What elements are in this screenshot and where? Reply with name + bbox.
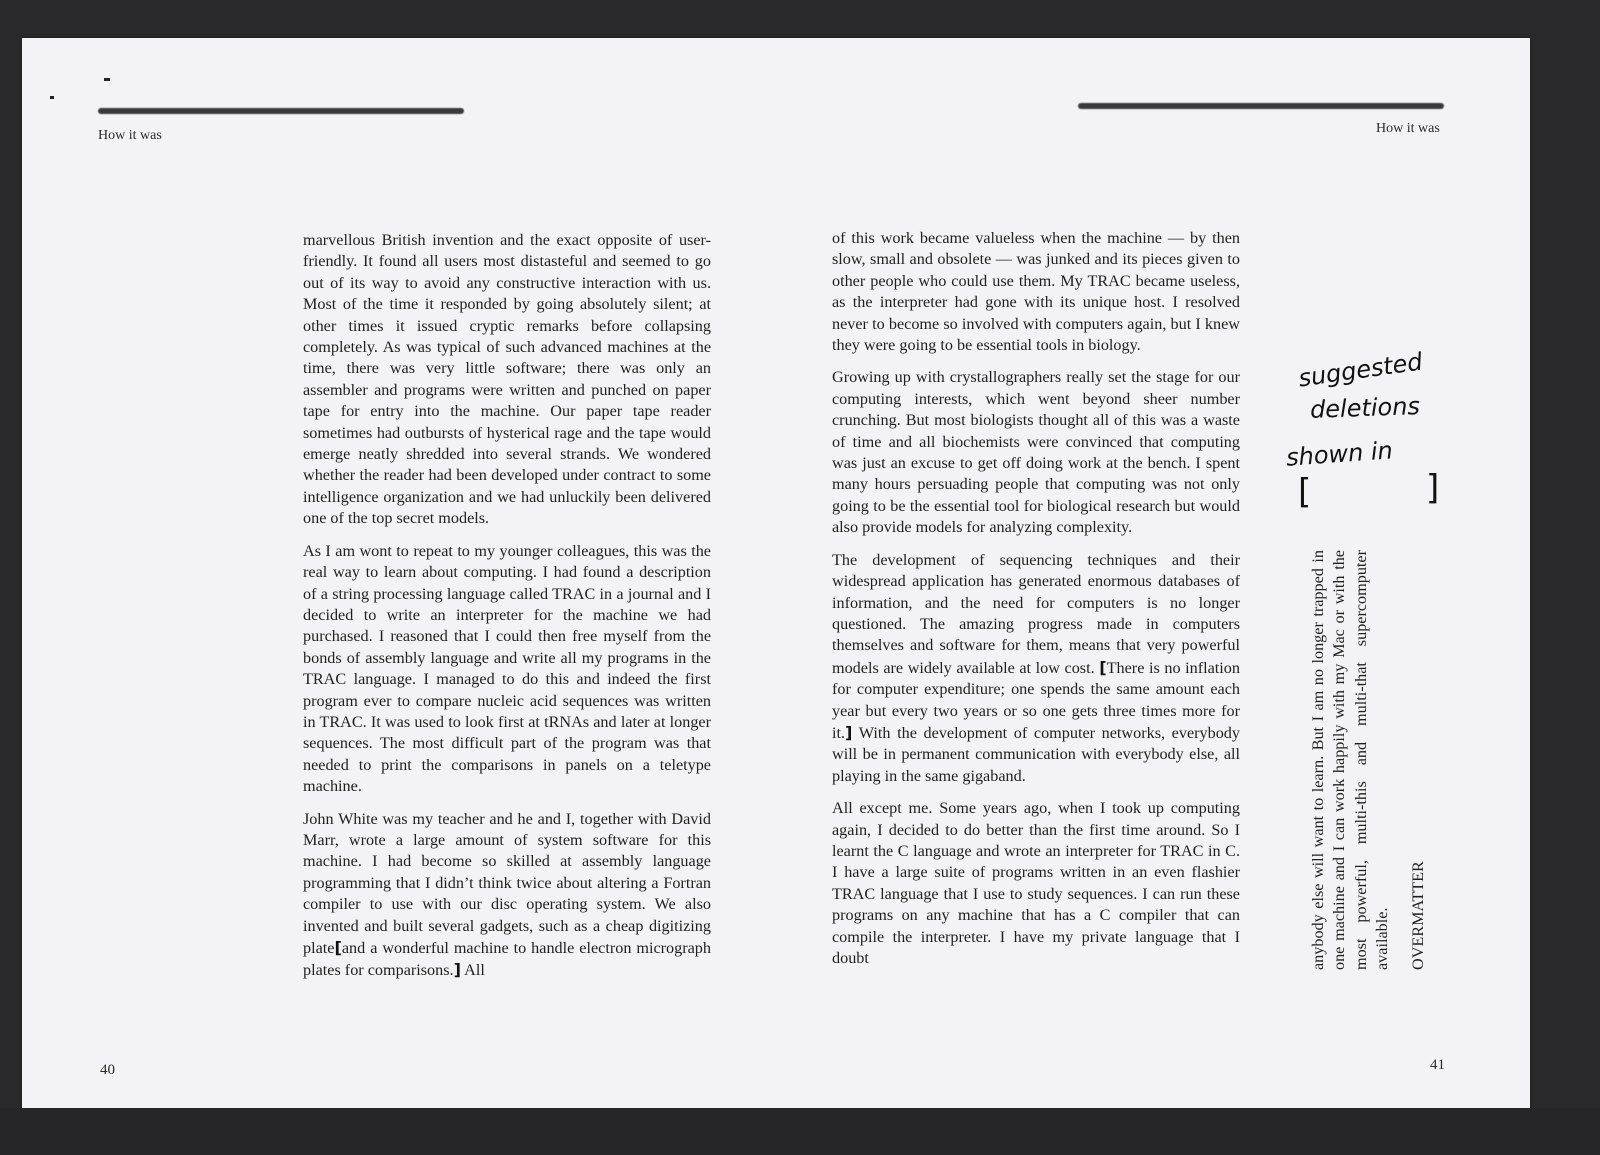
scan-bottom-edge (0, 1108, 1600, 1155)
paragraph (832, 550, 1240, 787)
paragraph-text: The development of sequencing techniques and their widespread application has generated enormous databases of information, and the need for computers is no longer questioned. The amazing progress made in computers themselves and software for them, means that very powerful models are widely available at low cost. (832, 550, 1240, 677)
handwritten-note-line1: suggested (1296, 347, 1425, 393)
suggested-deletion: There is no inflation for computer expenditure; one spends the same amount each year but every two years or so one gets three times more for it. (832, 658, 1240, 742)
running-head-left: How it was (98, 128, 162, 143)
handwritten-close-bracket: ] (1426, 468, 1440, 508)
paragraph: Growing up with crystallographers really set the stage for our computing interests, which went beyond sheer number crunching. But most biologists thought all of this was a waste of time and all biochemists were convinced that computing was just an excuse to get off doing work at the bench. I spent many hours persuading people that computing was not only going to be the essential tool for biological research but would also provide models for analyzing complexity. (832, 368, 1240, 537)
stray-mark (104, 78, 110, 81)
paragraph: of this work became valueless when the machine — by then slow, small and obsolete — was junked and its pieces given to other people who could use them. My TRAC became useless, as the interpreter had gone with its unique host. I resolved never to become so involved with computers again, but I knew they were going to be essential tools in biology. (832, 229, 1240, 355)
running-head-right: How it was (1376, 121, 1440, 136)
paragraph: marvellous British invention and the exact opposite of user-friendly. It found all users most distasteful and seemed to go out of its way to avoid any constructive interaction with us. Most of the time it responded by going absolutely silent; at other times it issued cryptic remarks before collapsing completely. As was typical of such advanced machines at the time, there was very little software; there was only an assembler and programs were written and punched on paper tape for entry into the machine. Our paper tape reader sometimes had outbursts of hysterical rage and the tape would emerge neatly shredded into several strands. We wondered whether the reader had been developed under contract to some intelligence organization and we had unluckily been delivered one of the top secret models. (303, 231, 711, 528)
right-text-column (832, 228, 1240, 980)
deletion-open-bracket: [ (1099, 657, 1107, 677)
overmatter-text: anybody else will want to learn. But I am no longer trapped in one machine and I can work happily with my Mac or with the most powerful, multi-this and multi-that supercomputer available. (1309, 550, 1392, 970)
handwritten-note-line2: deletions (1309, 392, 1421, 424)
suggested-deletion: and a wonderful machine to handle electron micrograph plates for comparisons. (303, 939, 711, 980)
overmatter-block (1308, 550, 1443, 970)
page-number-left: 40 (100, 1062, 115, 1078)
paragraph-text: All (464, 961, 485, 980)
redacted-rule-right (1078, 103, 1444, 109)
deletion-close-bracket: ] (845, 722, 853, 742)
scanned-spread (22, 38, 1530, 1108)
handwritten-note-line3: shown in (1285, 436, 1394, 472)
page-number-right: 41 (1430, 1057, 1445, 1073)
deletion-open-bracket: [ (334, 938, 342, 957)
paragraph (303, 809, 711, 982)
overmatter-label: OVERMATTER (1408, 861, 1427, 970)
redacted-rule-left (98, 108, 464, 114)
handwritten-open-bracket: [ (1298, 472, 1312, 512)
deletion-close-bracket: ] (453, 960, 462, 980)
paragraph-text: With the development of computer networks, everybody will be in permanent communication with everybody else, all playing in the same gigaband. (832, 723, 1240, 785)
paragraph: All except me. Some years ago, when I took up computing again, I decided to do better than the first time around. So I learnt the C language and wrote an interpreter for TRAC in C. I have a large suite of programs written in an even flashier TRAC language that I use to study sequences. I can run these programs on any machine that has a C compiler that can compile the interpreter. I have my private language that I doubt (832, 799, 1240, 967)
stray-mark (50, 96, 54, 99)
paragraph-text: John White was my teacher and he and I, together with David Marr, wrote a large amount of system software for this machine. I had become so skilled at assembly language programming that I didn’t think twice about altering a Fortran compiler to use with our disc operating system. We also invented and built several gadgets, such as a cheap digitizing plate (303, 809, 711, 957)
paragraph: As I am wont to repeat to my younger colleagues, this was the real way to learn about computing. I had found a description of a string processing language called TRAC in a journal and I decided to write an interpreter for the machine we had purchased. I reasoned that I could then free myself from the bonds of assembly language and write all my programs in the TRAC language. I managed to do this and indeed the first program ever to compare nucleic acid sequences was written in TRAC. It was used to look first at tRNAs and later at longer sequences. The most difficult part of the program was that needed to print the comparisons in panels on a teletype machine. (303, 541, 711, 796)
left-text-column (303, 230, 711, 993)
